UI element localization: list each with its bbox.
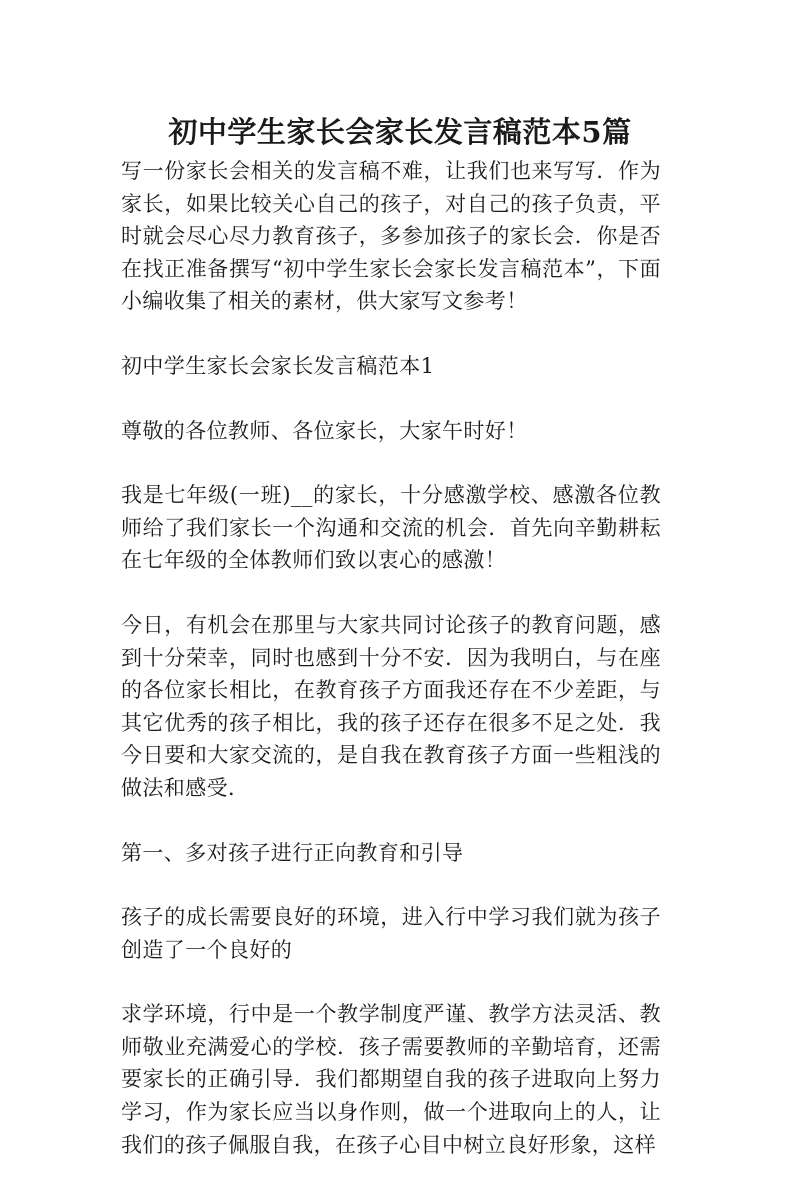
section-heading: 初中学生家长会家长发言稿范本1 xyxy=(121,353,435,378)
document-body xyxy=(121,155,661,1193)
document-title: 初中学生家长会家长发言稿范本5篇 xyxy=(168,115,632,149)
body-paragraph: 今日，有机会在那里与大家共同讨论孩子的教育问题，感到十分荣幸，同时也感到十分不安．因为我明白，与在座的各位家长相比，在教育孩子方面我还存在不少差距，与其它优秀的孩子相比，我的孩子还存在很多不足之处．我今日要和大家交流的，是自我在教育孩子方面一些粗浅的做法和感受． xyxy=(121,612,661,800)
intro-paragraph: 写一份家长会相关的发言稿不难，让我们也来写写．作为家长，如果比较关心自己的孩子，对自己的孩子负责，平时就会尽心尽力教育孩子，多参加孩子的家长会．你是否在找正准备撰写“初中学生家长会家长发言稿范本”，下面小编收集了相关的素材，供大家写文参考！ xyxy=(121,159,661,314)
body-paragraph: 求学环境，行中是一个教学制度严谨、教学方法灵活、教师敬业充满爱心的学校．孩子需要教师的辛勤培育，还需要家长的正确引导．我们都期望自我的孩子进取向上努力学习，作为家长应当以身作则，做一个进取向上的人，让我们的孩子佩服自我，在孩子心目中树立良好形象，这样 xyxy=(121,1002,661,1157)
greeting-paragraph: 尊敬的各位教师、各位家长，大家午时好！ xyxy=(121,418,528,443)
subheading-paragraph: 第一、多对孩子进行正向教育和引导 xyxy=(121,840,464,865)
body-paragraph: 我是七年级(一班)__的家长，十分感激学校、感激各位教师给了我们家长一个沟通和交流的机会．首先向辛勤耕耘在七年级的全体教师们致以衷心的感激！ xyxy=(121,483,661,573)
body-paragraph: 孩子的成长需要良好的环境，进入行中学习我们就为孩子创造了一个良好的 xyxy=(121,905,661,962)
